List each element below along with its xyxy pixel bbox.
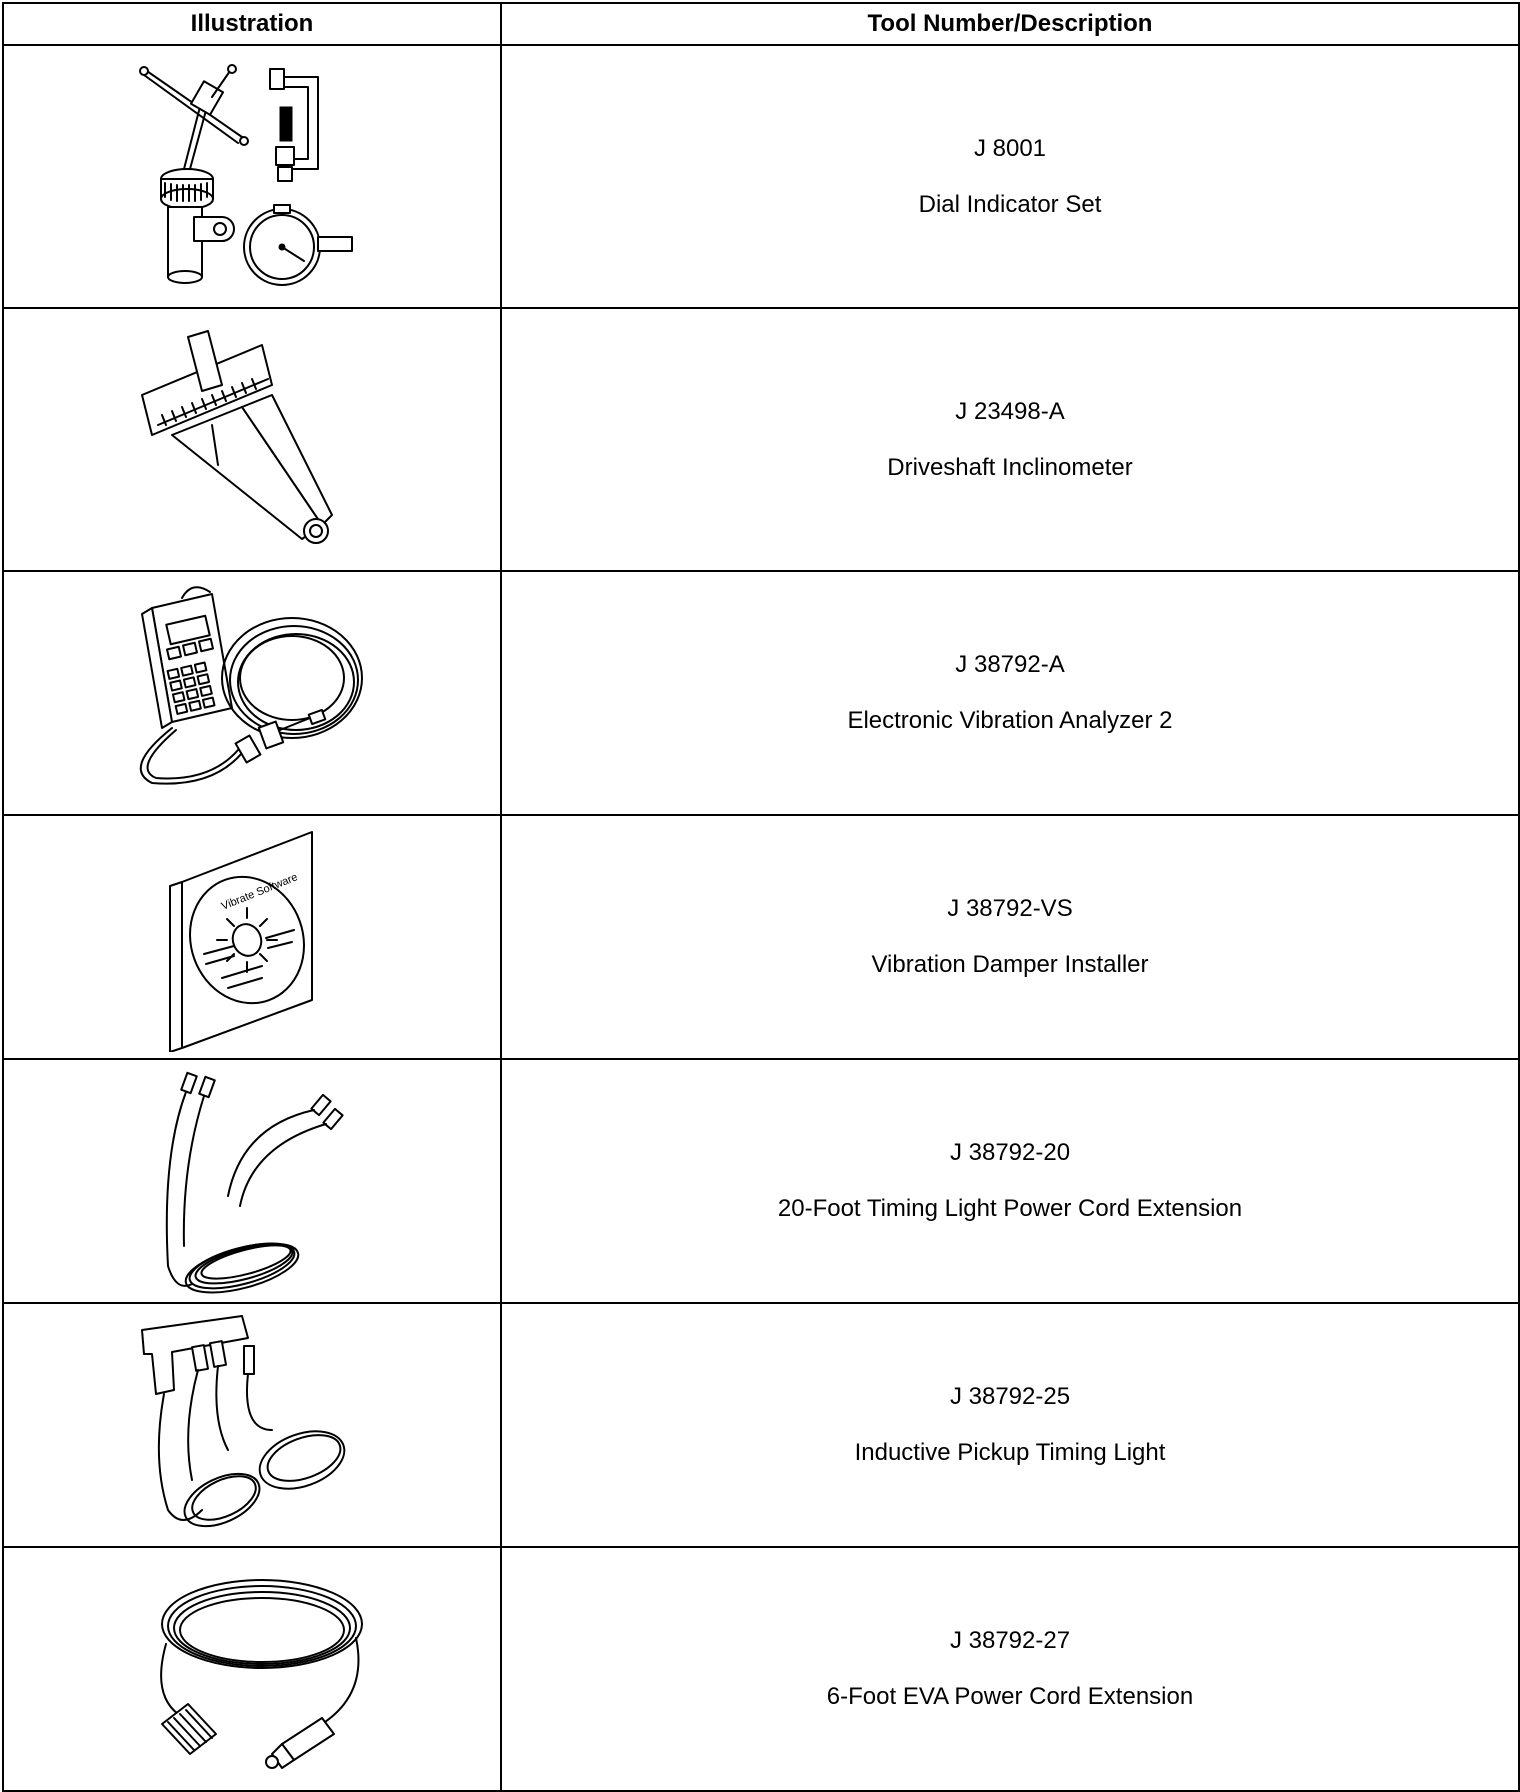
- tool-header: Tool Number/Description: [501, 3, 1519, 45]
- tool-cell: [501, 308, 1519, 571]
- tool-number: J 38792-VS: [947, 895, 1073, 922]
- special-tools-table: [2, 2, 1520, 1792]
- tool-number: J 38792-20: [949, 1139, 1071, 1166]
- table-row: [3, 571, 1519, 815]
- tool-number: J 23498-A: [955, 397, 1065, 425]
- tool-description: Dial Indicator Set: [918, 190, 1102, 218]
- illustration-cell: [3, 1547, 501, 1791]
- tool-number: J 8001: [973, 134, 1047, 162]
- software-cd-icon: [132, 822, 372, 1052]
- tool-description: Driveshaft Inclinometer: [887, 453, 1133, 481]
- illustration-cell: [3, 1059, 501, 1303]
- table-row: [3, 1059, 1519, 1303]
- tool-description: Electronic Vibration Analyzer 2: [847, 707, 1173, 734]
- table-row: [3, 1547, 1519, 1791]
- tool-description: 6-Foot EVA Power Cord Extension: [826, 1683, 1194, 1710]
- tool-number: J 38792-A: [955, 651, 1065, 678]
- illustration-cell: [3, 1303, 501, 1547]
- illustration-cell: [3, 45, 501, 308]
- table-row: [3, 815, 1519, 1059]
- vibration-analyzer-icon: [132, 578, 372, 808]
- header-row: [3, 3, 1519, 45]
- tool-cell: [501, 1059, 1519, 1303]
- table-row: [3, 308, 1519, 571]
- power-cord-extension-icon: [132, 1066, 372, 1296]
- tool-cell: [501, 815, 1519, 1059]
- tool-number: J 38792-27: [949, 1627, 1071, 1654]
- tool-cell: [501, 1303, 1519, 1547]
- illustration-cell: [3, 308, 501, 571]
- tool-description: 20-Foot Timing Light Power Cord Extension: [777, 1195, 1243, 1222]
- table-row: [3, 45, 1519, 308]
- tool-description: Vibration Damper Installer: [871, 951, 1149, 978]
- tool-description: Inductive Pickup Timing Light: [854, 1439, 1166, 1466]
- illustration-cell: [3, 815, 501, 1059]
- table-row: [3, 1303, 1519, 1547]
- tool-cell: [501, 1547, 1519, 1791]
- illustration-header: Illustration: [3, 3, 501, 45]
- tool-number: J 38792-25: [949, 1383, 1071, 1410]
- cd-label: Vibrate Software: [219, 871, 300, 913]
- timing-light-icon: [132, 1310, 372, 1540]
- illustration-cell: [3, 571, 501, 815]
- inclinometer-icon: [132, 325, 372, 555]
- tool-cell: [501, 571, 1519, 815]
- tool-cell: [501, 45, 1519, 308]
- dial-indicator-set-icon: [132, 57, 372, 297]
- eva-power-cord-icon: [132, 1554, 372, 1784]
